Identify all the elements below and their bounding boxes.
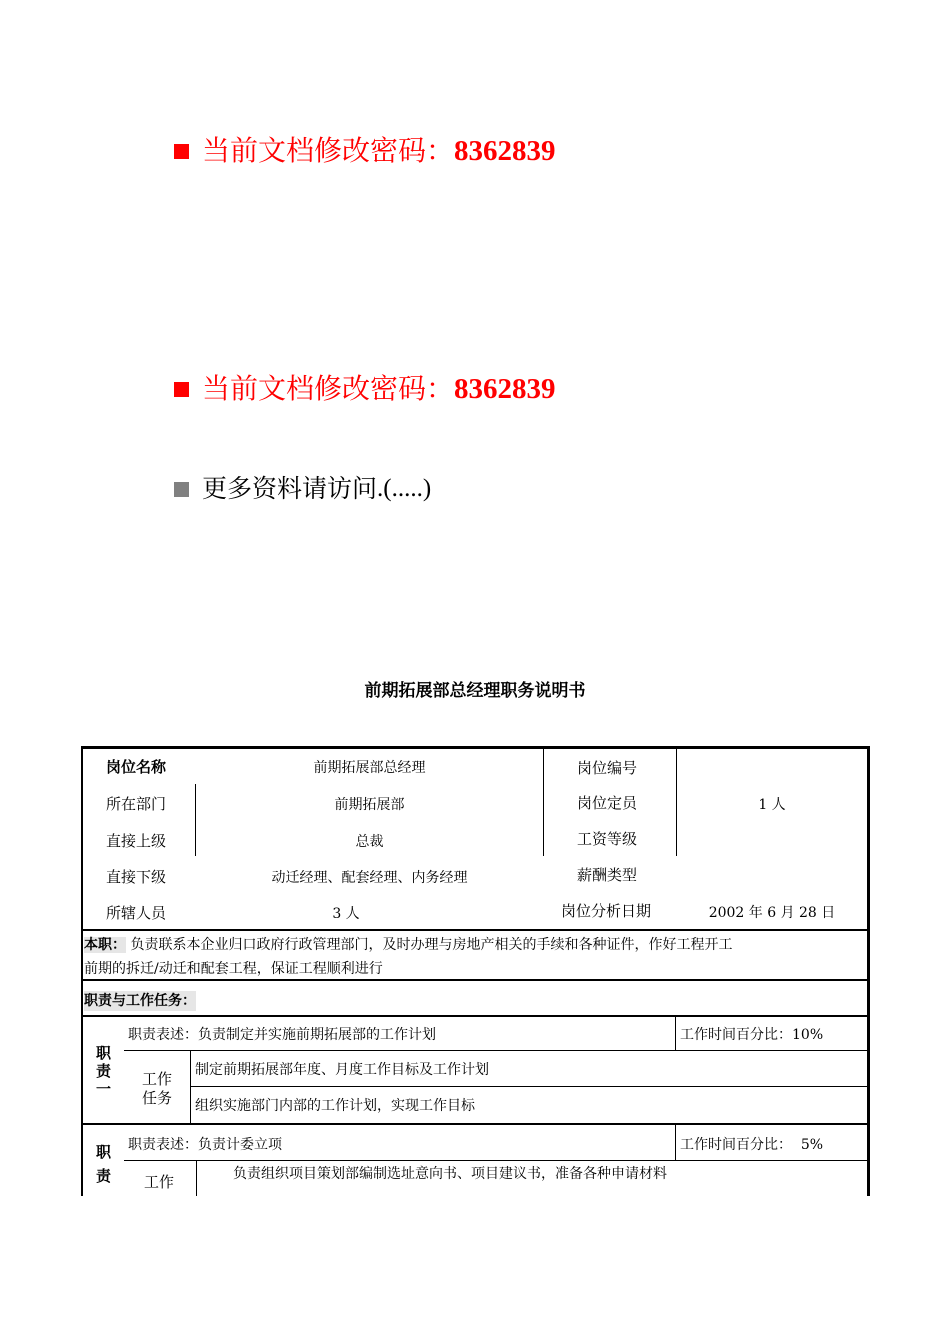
main-duty-label: 本职： <box>84 937 126 953</box>
more-info-suffix: .(.....) <box>377 475 432 502</box>
password-label: 当前文档修改密码： <box>202 134 455 167</box>
duty-1-task-label-2: 任务 <box>142 1089 173 1107</box>
password-notice-1 <box>174 131 556 171</box>
password-label: 当前文档修改密码： <box>202 372 455 405</box>
direct-subordinates-value: 动迁经理、配套经理、内务经理 <box>271 870 468 886</box>
duty-1-task-label-1: 工作 <box>142 1070 173 1088</box>
duty-2-time-percent: 工作时间百分比： 5% <box>680 1137 824 1153</box>
more-info-text: 更多资料请访问 <box>202 474 378 503</box>
analysis-date-label: 岗位分析日期 <box>561 902 652 920</box>
position-code-label: 岗位编号 <box>577 759 638 777</box>
duty-2-task-label-1: 工作 <box>144 1173 175 1191</box>
duty-1-time-percent: 工作时间百分比：10% <box>680 1027 824 1043</box>
headcount-value: 1 人 <box>758 797 786 813</box>
duty-2-side-char-2: 责 <box>96 1167 112 1185</box>
analysis-date-value: 2002 年 6 月 28 日 <box>708 905 836 921</box>
position-name-label: 岗位名称 <box>106 758 167 776</box>
duties-header: 职责与工作任务： <box>84 993 196 1009</box>
duty-1-side-char-2: 责 <box>96 1062 112 1080</box>
department-value: 前期拓展部 <box>334 797 405 813</box>
grey-square-bullet-icon <box>174 482 189 497</box>
red-square-bullet-icon <box>174 382 189 397</box>
staff-count-value: 3 人 <box>332 906 360 922</box>
main-duty-text: 负责联系本企业归口政府行政管理部门，及时办理与房地产相关的手续和各种证件，作好工程开工 <box>130 937 733 953</box>
position-name-value: 前期拓展部总经理 <box>313 760 426 776</box>
duty-1-task-1: 制定前期拓展部年度、月度工作目标及工作计划 <box>195 1062 489 1078</box>
document-title: 前期拓展部总经理职务说明书 <box>364 681 586 701</box>
direct-subordinates-label: 直接下级 <box>106 868 167 886</box>
red-square-bullet-icon <box>174 144 189 159</box>
duty-1-side-char-3: 一 <box>96 1080 112 1098</box>
department-label: 所在部门 <box>106 795 167 813</box>
direct-superior-value: 总裁 <box>355 834 384 850</box>
staff-count-label: 所辖人员 <box>106 904 167 922</box>
password-notice-2 <box>174 369 556 409</box>
headcount-label: 岗位定员 <box>577 794 638 812</box>
main-duty-line-1 <box>84 935 732 955</box>
password-value: 8362839 <box>454 135 556 167</box>
duty-2-task-1: 负责组织项目策划部编制选址意向书、项目建议书，准备各种申请材料 <box>233 1166 667 1182</box>
main-duty-line-2: 前期的拆迁/动迁和配套工程，保证工程顺利进行 <box>84 961 383 977</box>
more-info-notice <box>174 469 431 509</box>
duty-1-side-char-1: 职 <box>96 1044 112 1062</box>
duty-1-task-2: 组织实施部门内部的工作计划，实现工作目标 <box>195 1098 475 1114</box>
duty-2-side-char-1: 职 <box>96 1143 112 1161</box>
duty-2-description: 职责表述：负责计委立项 <box>128 1137 282 1153</box>
pay-type-label: 薪酬类型 <box>577 866 638 884</box>
password-value: 8362839 <box>454 373 556 405</box>
direct-superior-label: 直接上级 <box>106 832 167 850</box>
duty-1-description: 职责表述：负责制定并实施前期拓展部的工作计划 <box>128 1027 436 1043</box>
salary-grade-label: 工资等级 <box>577 830 638 848</box>
